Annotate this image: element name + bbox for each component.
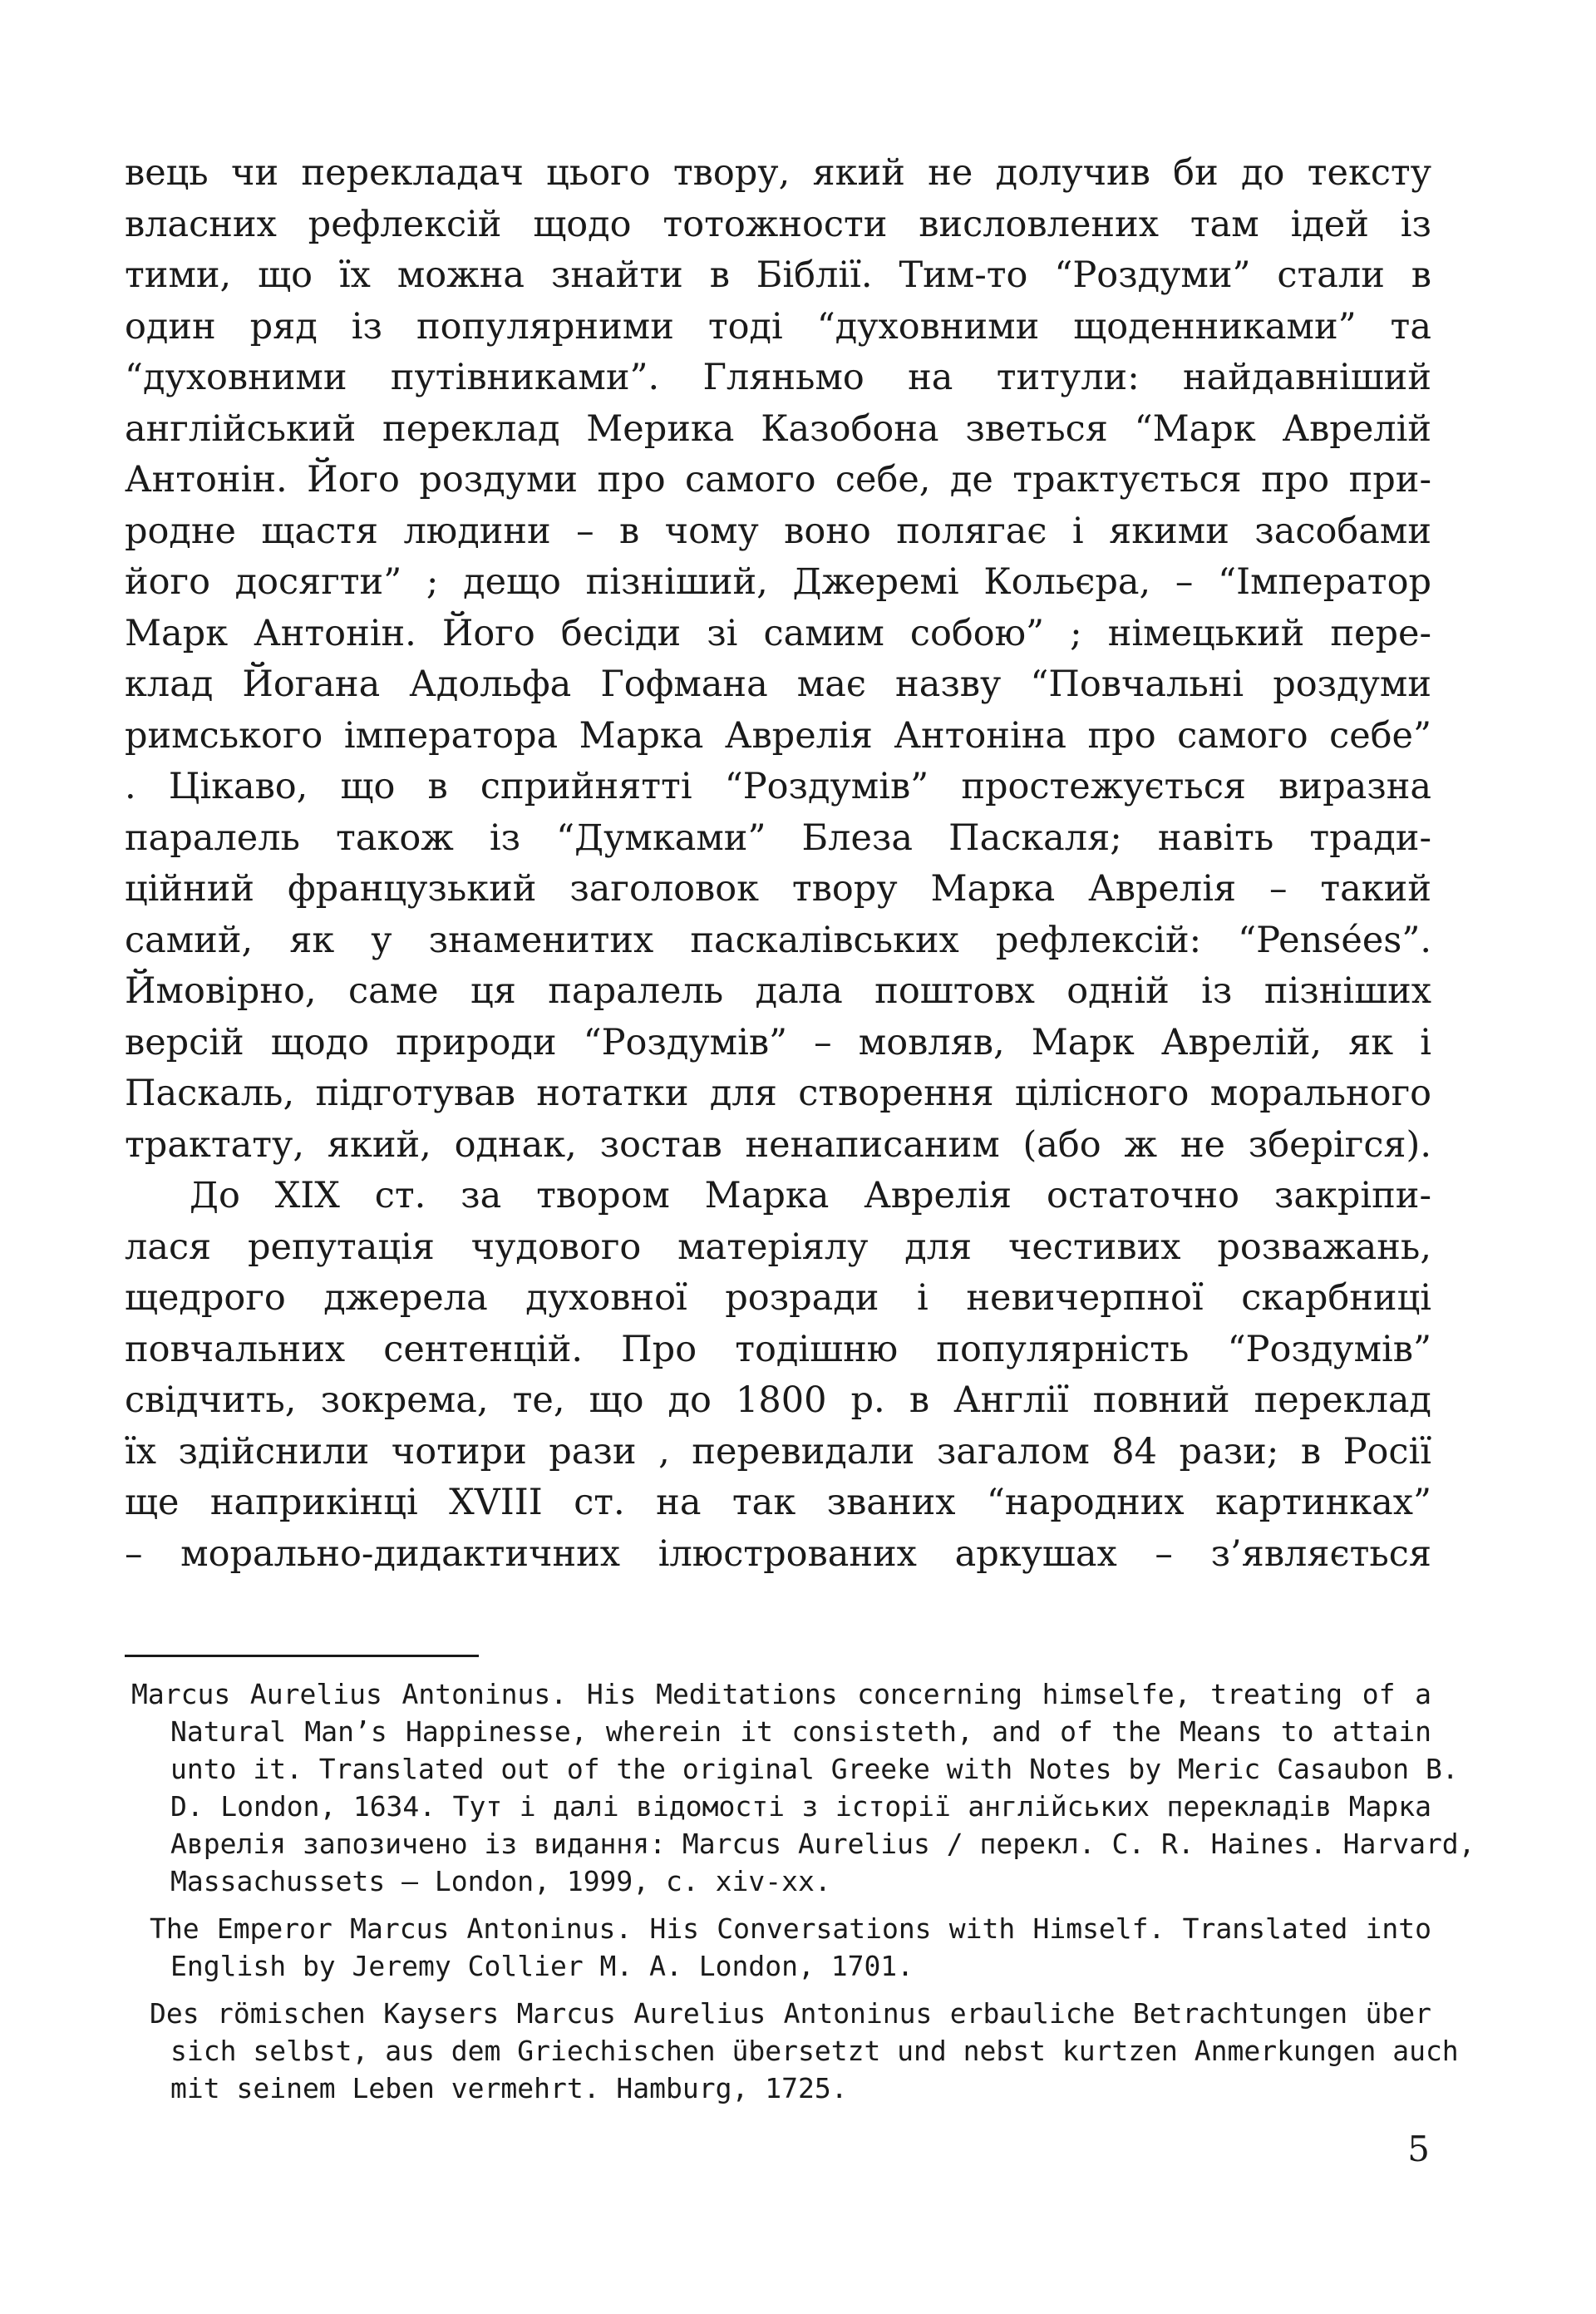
text-line: ще наприкінці XVIII ст. на так званих “народних картинках” [125, 1482, 1431, 1523]
text-line: Марк Антонін. Його бесіди зі самим собою” ; німецький пере- [125, 612, 1431, 654]
paragraph-start-line: До XIX ст. за твором Марка Аврелія остаточно закріпи- [190, 1175, 1431, 1216]
footnotes [125, 1675, 1475, 2107]
text-line: . Цікаво, що в сприйнятті “Роздумів” простежується виразна [125, 766, 1431, 807]
text-line: Паскаль, підготував нотатки для створення цілісного морального [125, 1073, 1431, 1114]
text-line: тими, що їх можна знайти в Біблії. Тим-то “Роздуми” стали в [125, 254, 1431, 296]
footnote-line: unto it. Translated out of the original Greeke with Notes by Meric Casaubon B. [170, 1753, 1459, 1785]
text-line: один ряд із популярними тоді “духовними щоденниками” та [125, 305, 1431, 348]
footnote-line: Des römischen Kaysers Marcus Aurelius Antoninus erbauliche Betrachtungen über [150, 1997, 1431, 2030]
text-line: вець чи перекладач цього твору, який не долучив би до тексту [125, 152, 1431, 194]
footnote-line: English by Jeremy Collier M. A. London, 1701. [170, 1950, 914, 1982]
text-line: його досягти” ; дещо пізніший, Джеремі Кольєра, – “Імператор [125, 561, 1431, 603]
footnote-line: sich selbst, aus dem Griechischen übersetzt und nebst kurtzen Anmerkungen auch [170, 2035, 1459, 2067]
text-line: родне щастя людини – в чому воно полягає і якими засобами [125, 510, 1431, 552]
footnote-line: Marcus Aurelius Antoninus. His Meditations concerning himselfe, treating of a [131, 1678, 1431, 1710]
text-line: трактату, який, однак, зостав ненаписаним (або ж не зберігся). [125, 1123, 1431, 1166]
text-line: версій щодо природи “Роздумів” – мовляв, Марк Аврелій, як і [125, 1021, 1431, 1063]
text-line: клад Йогана Адольфа Гофмана має назву “Повчальні роздуми [125, 664, 1431, 705]
text-line: англійський переклад Мерика Казобона зветься “Марк Аврелій [125, 407, 1431, 450]
footnote-line: mit seinem Leben vermehrt. Hamburg, 1725. [170, 2072, 848, 2104]
main-text [125, 148, 1431, 1580]
footnote-line: Аврелія запозичено із видання: Marcus Aurelius / перекл. C. R. Haines. Harvard, [170, 1828, 1475, 1860]
text-line: Антонін. Його роздуми про самого себе, де трактується про при- [125, 459, 1431, 501]
text-line: повчальних сентенцій. Про тодішню популярність “Роздумів” [125, 1328, 1431, 1370]
text-line: самий, як у знаменитих паскалівських рефлексій: “Pensées”. [125, 919, 1431, 961]
text-line: паралель також із “Думками” Блеза Паскаля; навіть тради- [125, 817, 1431, 859]
text-line: свідчить, зокрема, те, що до 1800 р. в Англії повний переклад [125, 1379, 1431, 1421]
text-line: щедрого джерела духовної розради і невичерпної скарбниці [125, 1277, 1431, 1319]
footnote-line: The Emperor Marcus Antoninus. His Conversations with Himself. Translated into [150, 1912, 1431, 1945]
text-line: власних рефлексій щодо тотожности висловлених там ідей із [125, 203, 1431, 245]
footnote-line: Massachussets – London, 1999, с. xiv-xx. [170, 1865, 831, 1897]
text-line: їх здійснили чотири рази , перевидали загалом 84 рази; в Росії [125, 1430, 1431, 1473]
footnote-line: Natural Man’s Happinesse, wherein it consisteth, and of the Means to attain [170, 1715, 1431, 1748]
text-line: ційний французький заголовок твору Марка Аврелія – такий [125, 868, 1431, 910]
page-number: 5 [1407, 2129, 1430, 2169]
text-line: – морально-дидактичних ілюстрованих аркушах – з’являється [125, 1532, 1431, 1575]
text-line: Ймовірно, саме ця паралель дала поштовх одній із пізніших [125, 970, 1431, 1012]
text-line: “духовними путівниками”. Гляньмо на титули: найдавніший [125, 357, 1431, 398]
text-line: лася репутація чудового матеріялу для честивих розважань, [125, 1226, 1431, 1268]
footnote-line: D. London, 1634. Тут і далі відомості з історії англійських перекладів Марка [170, 1790, 1431, 1823]
text-line: римського імператора Марка Аврелія Антоніна про самого себе” [125, 714, 1431, 757]
footnote-divider [125, 1655, 479, 1657]
